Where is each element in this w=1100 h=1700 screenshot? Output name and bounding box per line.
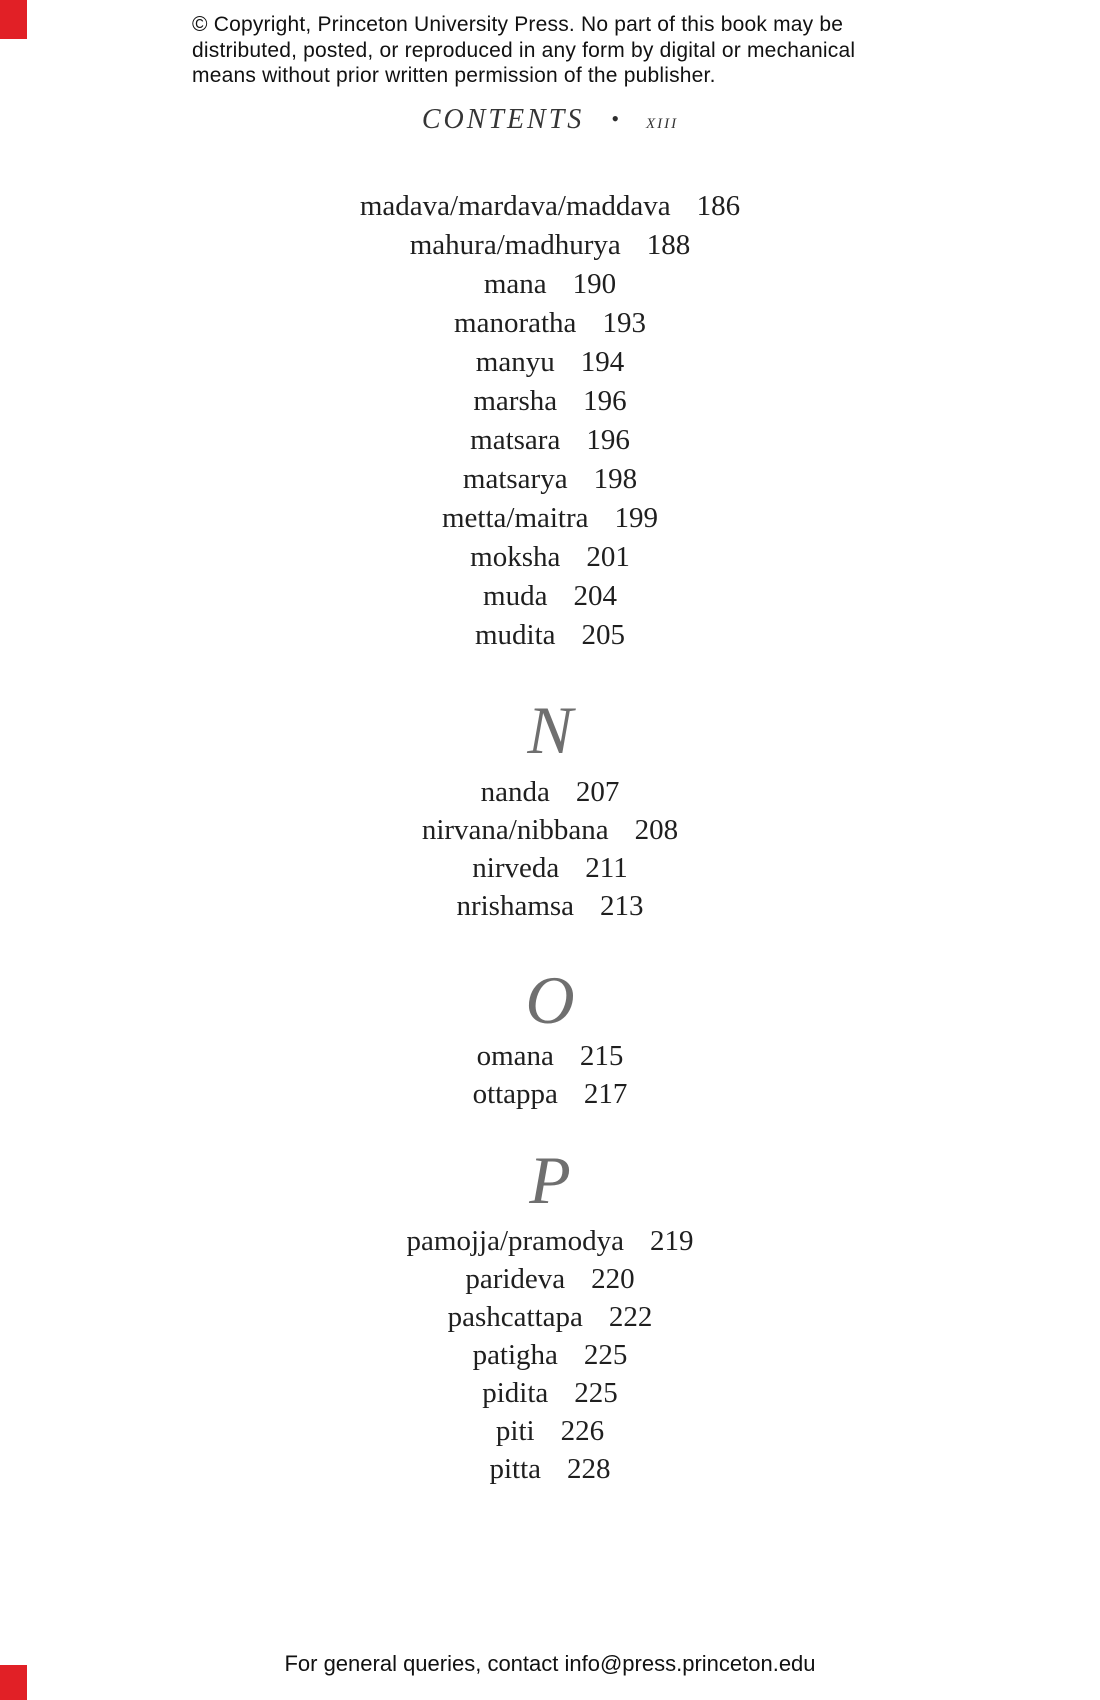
- toc-entry-page: 196: [583, 385, 627, 417]
- toc-entry: [0, 382, 1100, 421]
- toc-entry-page: 211: [585, 852, 628, 884]
- toc-entry: [0, 304, 1100, 343]
- toc-entry-term: pamojja/pramodya: [406, 1225, 624, 1257]
- toc-entry-term: pidita: [482, 1377, 549, 1409]
- toc-entry-page: 196: [586, 424, 630, 456]
- toc-entry-page: 213: [600, 890, 644, 922]
- running-head: [0, 104, 1100, 136]
- copyright-notice: [192, 12, 855, 89]
- toc-entry: [0, 187, 1100, 226]
- toc-entry-term: pashcattapa: [447, 1301, 583, 1333]
- toc-entry-page: 208: [634, 814, 679, 846]
- toc-entry-term: piti: [495, 1415, 535, 1447]
- toc-entry: [0, 343, 1100, 382]
- section-letter-p: P: [529, 1142, 571, 1218]
- toc-entry: [0, 460, 1100, 499]
- copyright-line-3: means without prior written permission of the publisher.: [192, 64, 716, 87]
- toc-entry: [0, 1412, 1100, 1450]
- toc-entry-term: mudita: [474, 619, 556, 651]
- toc-entry-term: manoratha: [454, 307, 577, 339]
- toc-entry: [0, 538, 1100, 577]
- toc-entry: [0, 499, 1100, 538]
- scan-edge-mark-top: [0, 0, 27, 39]
- toc-entry-page: 222: [608, 1301, 653, 1333]
- toc-entry: [0, 577, 1100, 616]
- toc-entry-term: marsha: [473, 385, 558, 417]
- toc-entry-page: 193: [602, 307, 646, 339]
- toc-entry-page: 186: [696, 190, 741, 222]
- toc-entry: [0, 887, 1100, 925]
- toc-entry: [0, 849, 1100, 887]
- running-head-page-number: xiii: [646, 109, 679, 133]
- toc-entry-term: metta/maitra: [441, 502, 589, 534]
- toc-entry-page: 220: [591, 1263, 635, 1295]
- bullet-separator-icon: •: [611, 106, 620, 131]
- toc-entry-term: nrishamsa: [456, 890, 575, 922]
- toc-section-o-entries: [0, 1037, 1100, 1113]
- toc-entry-page: 219: [649, 1225, 694, 1257]
- toc-entry-term: mahura/madhurya: [409, 229, 621, 261]
- toc-entry-term: matsarya: [462, 463, 568, 495]
- copyright-line-2: distributed, posted, or reproduced in any form by digital or mechanical: [192, 38, 856, 62]
- toc-entry: [0, 265, 1100, 304]
- toc-entry-page: 190: [572, 268, 617, 300]
- toc-entry-page: 226: [560, 1415, 605, 1447]
- running-head-title: CONTENTS: [421, 104, 585, 135]
- toc-entry-page: 201: [586, 541, 630, 573]
- toc-entry-term: nirvana/nibbana: [421, 814, 609, 846]
- toc-entry: [0, 616, 1100, 655]
- toc-entry-page: 188: [646, 229, 691, 261]
- toc-entry-page: 217: [583, 1078, 628, 1110]
- toc-entry: [0, 421, 1100, 460]
- toc-section-p-entries: [0, 1222, 1100, 1488]
- toc-entry: [0, 1222, 1100, 1260]
- toc-entry: [0, 811, 1100, 849]
- toc-entry: [0, 1260, 1100, 1298]
- toc-entry-term: madava/mardava/maddava: [359, 190, 671, 222]
- toc-entry-term: nirveda: [472, 852, 560, 884]
- toc-entry: [0, 1450, 1100, 1488]
- toc-entry-page: 225: [574, 1377, 618, 1409]
- toc-entry-page: 199: [614, 502, 659, 534]
- toc-entry-page: 215: [579, 1040, 624, 1072]
- toc-entry: [0, 1374, 1100, 1412]
- toc-entry-page: 205: [581, 619, 626, 651]
- toc-section-n-entries: [0, 773, 1100, 925]
- toc-section-m-entries: [0, 187, 1100, 655]
- toc-entry-page: 228: [567, 1453, 611, 1485]
- toc-entry: [0, 1336, 1100, 1374]
- toc-entry: [0, 226, 1100, 265]
- toc-entry-page: 204: [573, 580, 617, 612]
- toc-entry-term: omana: [476, 1040, 554, 1072]
- toc-entry-page: 207: [575, 776, 620, 808]
- toc-entry-term: manyu: [475, 346, 555, 378]
- toc-entry-term: mana: [483, 268, 547, 300]
- toc-entry-term: nanda: [480, 776, 550, 808]
- toc-entry-page: 198: [593, 463, 638, 495]
- section-letter-o: O: [525, 962, 575, 1038]
- toc-entry-page: 225: [583, 1339, 628, 1371]
- toc-entry-term: pitta: [489, 1453, 542, 1485]
- toc-entry-term: muda: [483, 580, 548, 612]
- toc-entry-term: parideva: [465, 1263, 566, 1295]
- toc-entry: [0, 1075, 1100, 1113]
- toc-entry: [0, 1037, 1100, 1075]
- copyright-line-1: © Copyright, Princeton University Press. No part of this book may be: [192, 13, 844, 36]
- footer-queries: For general queries, contact info@press.princeton.edu: [284, 1651, 816, 1676]
- section-letter-n: N: [527, 692, 573, 768]
- toc-entry: [0, 1298, 1100, 1336]
- toc-entry-page: 194: [580, 346, 625, 378]
- toc-entry: [0, 773, 1100, 811]
- toc-entry-term: matsara: [470, 424, 561, 456]
- toc-entry-term: ottappa: [472, 1078, 558, 1110]
- toc-entry-term: moksha: [470, 541, 561, 573]
- toc-entry-term: patigha: [472, 1339, 558, 1371]
